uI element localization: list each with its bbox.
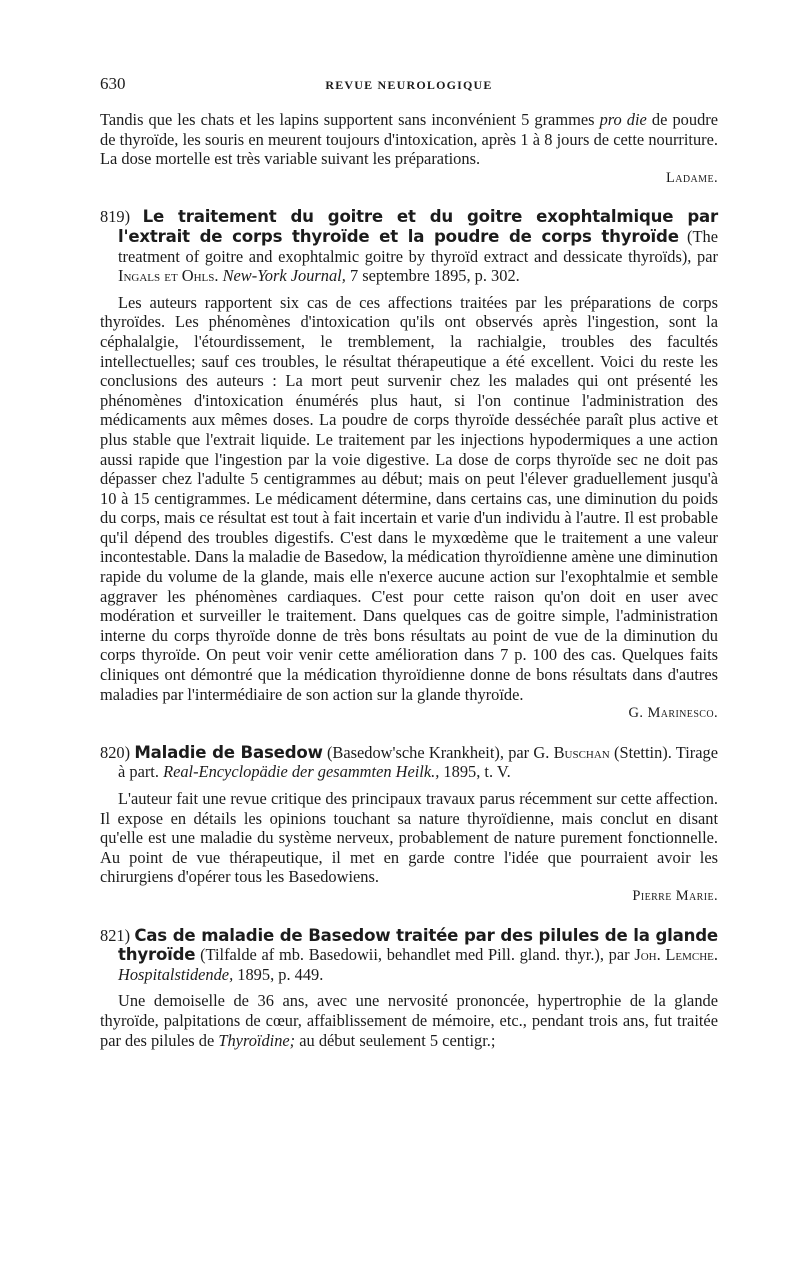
- running-head: REVUE NEUROLOGIQUE: [325, 78, 493, 92]
- page-number: 630: [100, 74, 126, 93]
- abstract-italic: Thyroïdine;: [218, 1030, 296, 1050]
- entry-heading: [100, 926, 718, 985]
- entry-title: Cas de maladie de Basedow traitée par des pilules de la glande thyroïde: [118, 925, 718, 965]
- intro-paragraph: [100, 110, 718, 169]
- entry-citation-end: 7 septembre 1895, p. 302.: [345, 266, 520, 286]
- entry-number: 819): [100, 207, 131, 227]
- signature-name: Pierre Marie.: [632, 887, 718, 904]
- entry-citation: (Tilfalde af mb. Basedowii, behandlet med Pill. gland. thyr.), par: [195, 945, 635, 965]
- abstract-text-end: au début seulement 5 centigr.;: [295, 1030, 496, 1050]
- intro-italic: pro die: [599, 110, 647, 129]
- entry-number: 820): [100, 742, 131, 762]
- entry-authors: Buschan: [553, 742, 610, 762]
- signature-name: G. Marinesco.: [628, 705, 718, 722]
- entry-title: Maladie de Basedow: [134, 742, 323, 762]
- abstract-text: Une demoiselle de 36 ans, avec une nervosité prononcée, hypertrophie de la glande thyroïde, palpitations de cœur, affaiblissement de mémoire, etc., pendant trois ans, fut traitée par des pilules de: [100, 991, 718, 1050]
- signature-name: Ladame.: [666, 169, 718, 186]
- entry-heading: [100, 743, 718, 782]
- entry-abstract: [100, 991, 718, 1050]
- intro-text: Tandis que les chats et les lapins supportent sans inconvénient 5 grammes: [100, 110, 600, 129]
- entry-authors: Joh. Lemche.: [634, 945, 718, 965]
- entry-819: [100, 207, 718, 723]
- entry-citation-mid: (Stettin). Tirage à part.: [118, 742, 718, 782]
- entry-number: 821): [100, 925, 131, 945]
- entry-821: [100, 926, 718, 1051]
- entry-signature: [100, 704, 718, 724]
- entry-citation: (The treatment of goitre and exophtalmic goitre by thyroïd extract and dessicate thyroïds), par: [118, 226, 718, 266]
- intro-section: [100, 110, 718, 188]
- journal-page: [100, 70, 718, 1050]
- page-header: [100, 70, 718, 100]
- entry-citation: (Basedow'sche Krankheit), par G.: [322, 742, 554, 762]
- entry-authors: Ingals et Ohls.: [118, 266, 219, 286]
- intro-signature: [100, 169, 718, 189]
- entry-abstract: L'auteur fait une revue critique des principaux travaux parus récemment sur cette affection. Il expose en détails les opinions touchant sa nature thyroïdienne, mais conclut en disant qu'elle est une maladie du système nerveux, probablement de nature purement fonctionnelle. Au point de vue thérapeutique, il met en garde contre l'idée que pourraient avoir les chirurgiens d'opérer tous les Basedowiens.: [100, 789, 718, 887]
- entry-journal: New-York Journal,: [222, 266, 346, 286]
- intro-text-end: de poudre de thyroïde, les souris en meurent toujours d'intoxication, après 1 à 8 jours de cette nourriture. La dose mortelle est très variable suivant les préparations.: [100, 110, 718, 169]
- entry-citation-end: 1895, p. 449.: [233, 964, 324, 984]
- entry-signature: [100, 887, 718, 907]
- entry-abstract: Les auteurs rapportent six cas de ces affections traitées par les préparations de corps thyroïdes. Les phénomènes d'intoxication qu'ils ont observés après l'ingestion, sont la céphalalgie, l'étourdissement, le tremblement, la rachialgie, troubles des facultés intellectuelles; sauf ces troubles, le résultat thérapeutique a été excellent. Voici du reste les conclusions des auteurs : La mort peut survenir chez les malades qui ont présenté les phénomènes d'intoxication énumérés plus haut, si l'on continue l'administration des médicaments aux mêmes doses. La poudre de corps thyroïde desséchée paraît plus active et plus stable que l'extrait liquide. Le traitement par les injections hypodermiques a une action aussi rapide que l'ingestion par la voie digestive. La dose de corps thyroïde sec ne doit pas dépasser chez l'adulte 5 centigrammes au début; mais on peut l'élever graduellement jusqu'à 10 à 15 centigrammes. Le médicament détermine, dans certains cas, une diminution du poids du corps, mais ce résultat est tout à fait incertain et varie d'un individu à l'autre. Il est probable qu'il dépend des troubles digestifs. C'est dans le myxœdème que le traitement a une valeur incontestable. Dans la maladie de Basedow, la médication thyroïdienne amène une diminution rapide du volume de la glande, mais elle n'exerce aucune action sur l'exophtalmie et semble aggraver les phénomènes cardiaques. C'est pour cette raison qu'on doit en user avec modération et surveiller le traitement. Dans quelques cas de goitre simple, l'administration interne du corps thyroïde donne de très bons résultats au point de vue de la diminution du corps thyroïde. On peut voir venir cette amélioration dans 7 p. 100 des cas. Quelques faits cliniques ont démontré que la médication thyroïdienne donne de bons résultats dans d'autres maladies par l'intermédiaire de son action sur la glande thyroïde.: [100, 292, 718, 704]
- entry-journal: Hospitalstidende,: [118, 964, 234, 984]
- entry-journal: Real-Encyclopädie der gesammten Heilk.,: [163, 762, 440, 782]
- entry-heading: [100, 207, 718, 285]
- entry-citation-end: 1895, t. V.: [439, 762, 511, 782]
- entry-820: [100, 743, 718, 907]
- entry-title: Le traitement du goitre et du goitre exophtalmique par l'extrait de corps thyroïde et la poudre de corps thyroïde: [118, 207, 718, 246]
